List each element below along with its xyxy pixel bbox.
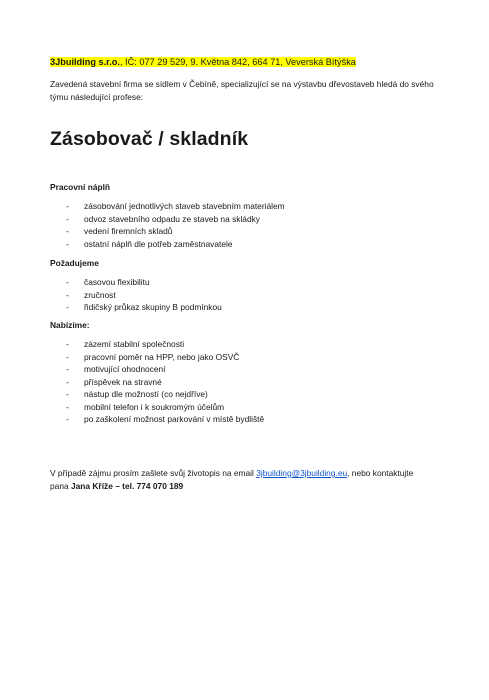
list-dash: - xyxy=(66,401,69,412)
list-dash: - xyxy=(66,238,69,249)
list-dash: - xyxy=(66,277,69,287)
company-header xyxy=(50,56,356,68)
list-dash: - xyxy=(66,389,69,399)
job-posting-page: 3Jbuilding s.r.o., IČ: 077 29 529, 9. Května 842, 664 71, Veverská Bítýška Zavedená stavební firma se sídlem v Čebíně, specializující se na výstavbu dřevostaveb hledá do svého týmu následující profese: Zásobovač / skladník Pracovní náplň - zásobování jednotlivých staveb stavebním materiálem - odvoz stavebního odpadu ze staveb na skládky - vedení firemních skladů - ostatní náplň dle potřeb zaměstnavatele Požadujeme - časovou flexibilitu - zručnost - řidičský průkaz skupiny B podmínkou Nabízíme: - zázemí stabilní společnosti - pracovní poměr na HPP, nebo jako OSVČ - motivující ohodnocení - příspěvek na stravné - nástup dle možností (co nejdříve) - mobilní telefon i k soukromým účelům - po zaškolení možnost parkování v místě bydliště V případě zájmu prosím zašlete svůj životopis na email 3jbuilding@3jbuilding.eu, nebo kontaktujte pana Jana Kříže – tel. 774 070 189 xyxy=(0,0,489,700)
list-dash: - xyxy=(66,351,69,362)
job-title: Zásobovač / skladník xyxy=(50,128,249,150)
list-dash: - xyxy=(66,364,69,374)
list-dash: - xyxy=(66,302,69,312)
company-name: 3Jbuilding s.r.o. xyxy=(50,57,120,67)
contact-paragraph xyxy=(50,467,450,493)
list-dash: - xyxy=(66,201,69,211)
list-dash: - xyxy=(66,213,69,224)
section-heading-requirements: Požadujeme xyxy=(50,258,99,268)
contact-person-phone: Jana Kříže – tel. 774 070 189 xyxy=(70,481,184,491)
email-link[interactable]: 3jbuilding@3jbuilding.eu xyxy=(256,468,348,478)
company-details: , IČ: 077 29 529, 9. Května 842, 664 71, Veverská Bítýška xyxy=(119,57,356,67)
contact-line2-prefix: pana xyxy=(50,481,71,491)
section-heading-offers: Nabízíme: xyxy=(50,320,90,330)
list-dash: - xyxy=(66,339,69,349)
intro-line-1: Zavedená stavební firma se sídlem v Čebíně, specializující se na výstavbu dřevostaveb hledá do svého xyxy=(50,79,434,89)
intro-paragraph xyxy=(50,78,445,104)
list-dash: - xyxy=(66,289,69,300)
intro-line-2: týmu následující profese: xyxy=(50,92,144,102)
contact-middle: , nebo kontaktujte xyxy=(347,468,414,478)
contact-prefix: V případě zájmu prosím zašlete svůj životopis na email xyxy=(50,468,257,478)
section-heading-duties: Pracovní náplň xyxy=(50,182,111,192)
list-dash: - xyxy=(66,376,69,387)
list-dash: - xyxy=(66,414,69,424)
company-header-highlight xyxy=(50,57,356,67)
list-dash: - xyxy=(66,226,69,236)
